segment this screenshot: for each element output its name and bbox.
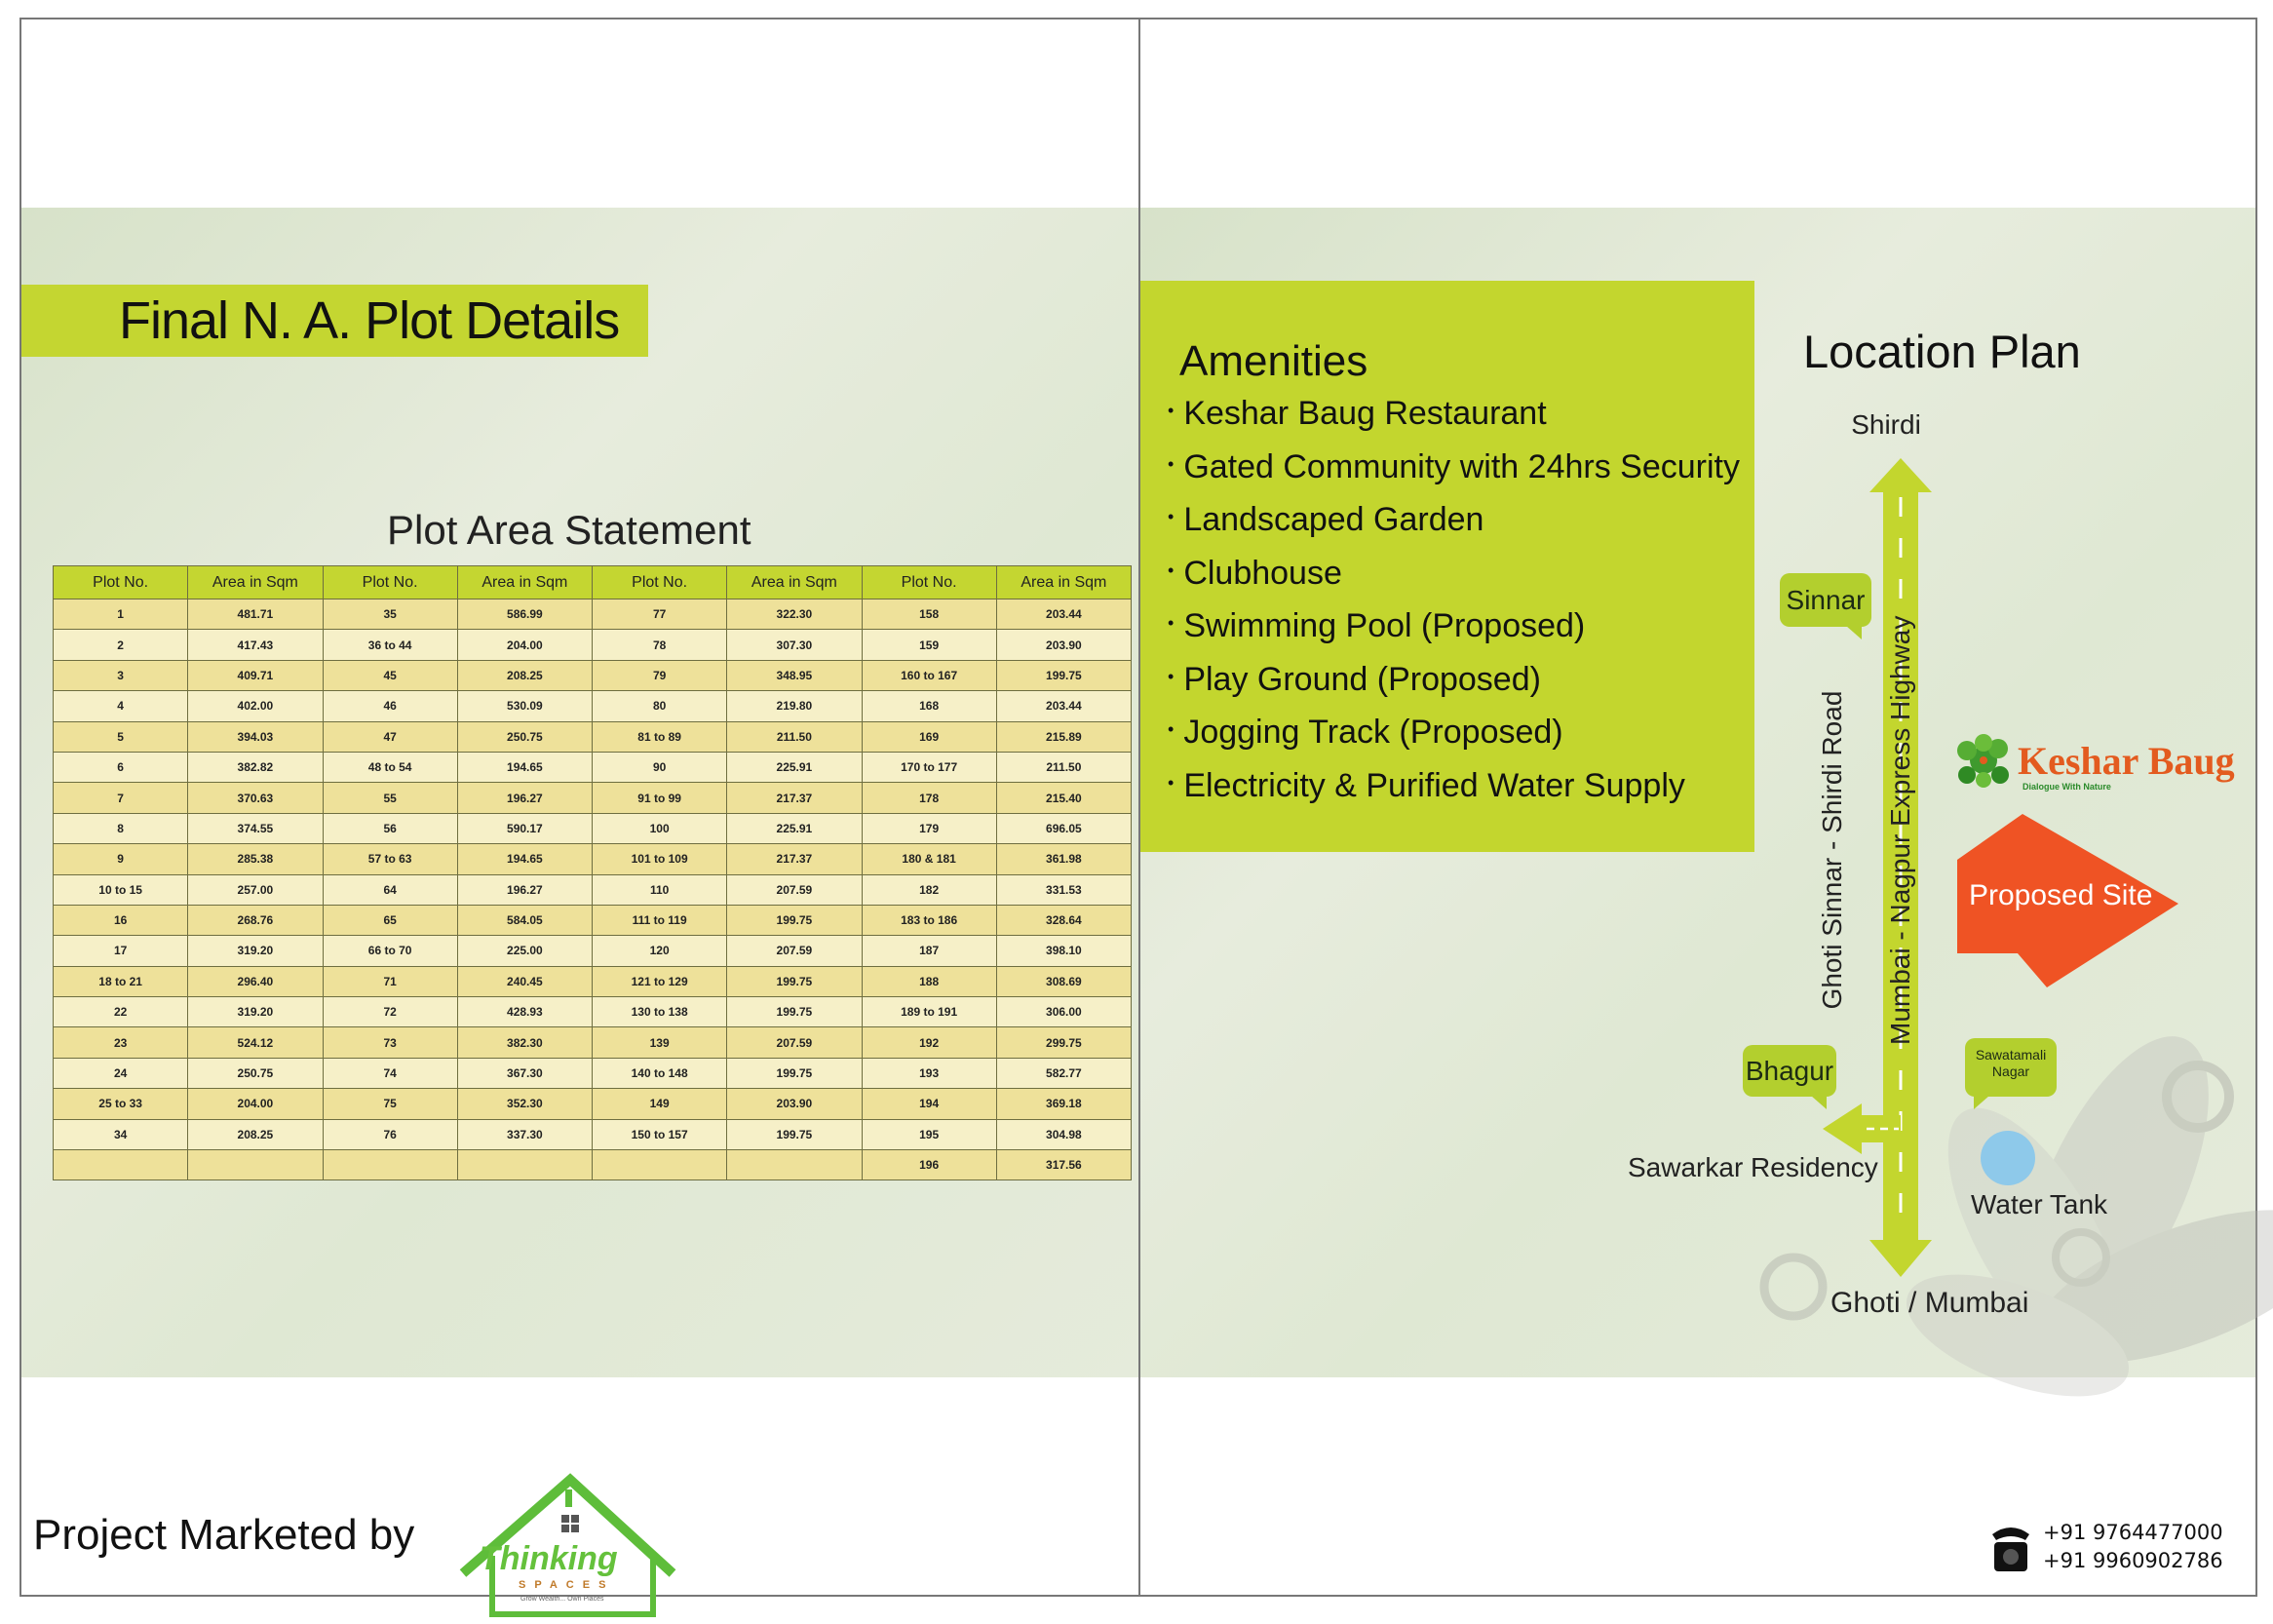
table-row [54,691,1132,721]
plot-number-cell: 101 to 109 [593,844,727,874]
area-cell: 207.59 [727,1027,862,1058]
plot-number-cell: 45 [323,660,457,690]
map-label-south: Ghoti / Mumbai [1830,1287,2029,1319]
plot-number-cell: 22 [54,997,188,1027]
sawatamali-line-2: Nagar [1991,1063,2030,1079]
map-label-north: Shirdi [1851,409,1921,440]
plot-number-cell: 35 [323,599,457,630]
marketed-by-label: Project Marketed by [33,1511,415,1559]
amenities-panel [1140,281,1754,852]
plot-number-cell: 77 [593,599,727,630]
plot-number-cell: 81 to 89 [593,721,727,752]
plot-number-cell: 4 [54,691,188,721]
plot-number-cell: 189 to 191 [862,997,996,1027]
area-cell: 319.20 [188,997,323,1027]
logo-tagline: Grow Wealth... Own Places [520,1596,604,1603]
bullet-icon: • [1168,507,1175,526]
column-header: Plot No. [862,566,996,599]
area-cell: 524.12 [188,1027,323,1058]
area-cell: 481.71 [188,599,323,630]
area-cell: 257.00 [188,874,323,905]
bullet-icon: • [1168,666,1175,686]
table-row [54,630,1132,660]
plot-number-cell: 130 to 138 [593,997,727,1027]
area-cell: 304.98 [996,1119,1131,1149]
plot-number-cell [323,1150,457,1180]
area-cell [188,1150,323,1180]
map-label-residency: Sawarkar Residency [1628,1152,1878,1182]
right-page [1138,18,2257,1597]
bubble-tail [1974,1096,1989,1109]
map-label-water-tank: Water Tank [1971,1189,2108,1219]
plot-number-cell: 78 [593,630,727,660]
area-cell: 306.00 [996,997,1131,1027]
road-label: Ghoti Sinnar - Shirdi Road [1817,690,1847,1010]
area-cell: 308.69 [996,966,1131,996]
area-cell: 215.89 [996,721,1131,752]
area-cell: 696.05 [996,813,1131,843]
plot-number-cell: 160 to 167 [862,660,996,690]
table-header-row [54,566,1132,599]
bullet-icon: • [1168,560,1175,580]
area-cell: 196.27 [457,874,592,905]
plot-number-cell: 64 [323,874,457,905]
area-cell: 307.30 [727,630,862,660]
plot-number-cell: 188 [862,966,996,996]
bullet-icon: • [1168,772,1175,793]
amenity-item [1168,544,1740,598]
plot-number-cell: 179 [862,813,996,843]
area-cell: 199.75 [727,1058,862,1088]
bullet-icon: • [1168,613,1175,633]
plot-number-cell: 36 to 44 [323,630,457,660]
table-row [54,1058,1132,1088]
table-row [54,813,1132,843]
area-cell: 203.90 [996,630,1131,660]
area-cell: 285.38 [188,844,323,874]
amenities-list [1168,384,1740,809]
amenity-label: Jogging Track (Proposed) [1183,714,1563,751]
area-cell: 367.30 [457,1058,592,1088]
area-cell: 207.59 [727,936,862,966]
plot-number-cell [54,1150,188,1180]
phone-number-2: +91 9960902786 [2043,1549,2223,1572]
table-row [54,752,1132,782]
area-cell: 417.43 [188,630,323,660]
plot-number-cell: 8 [54,813,188,843]
area-cell: 250.75 [457,721,592,752]
area-cell: 199.75 [727,1119,862,1149]
area-cell: 586.99 [457,599,592,630]
area-cell [727,1150,862,1180]
area-cell: 217.37 [727,783,862,813]
bullet-icon: • [1168,453,1175,474]
area-cell: 370.63 [188,783,323,813]
amenity-label: Keshar Baug Restaurant [1183,395,1547,432]
area-cell: 199.75 [727,966,862,996]
area-cell: 296.40 [188,966,323,996]
plot-number-cell: 79 [593,660,727,690]
logo-subword: SPACES [519,1579,615,1591]
plot-number-cell: 24 [54,1058,188,1088]
area-cell: 382.82 [188,752,323,782]
area-cell: 530.09 [457,691,592,721]
area-cell: 203.44 [996,599,1131,630]
plot-area-table [53,565,1132,1180]
area-cell: 250.75 [188,1058,323,1088]
area-cell: 204.00 [188,1089,323,1119]
bubble-tail [1811,1096,1827,1109]
amenity-item [1168,650,1740,704]
plot-number-cell: 73 [323,1027,457,1058]
area-cell: 207.59 [727,874,862,905]
plot-number-cell: 23 [54,1027,188,1058]
area-cell: 211.50 [727,721,862,752]
area-cell: 199.75 [727,905,862,935]
plot-number-cell: 180 & 181 [862,844,996,874]
plot-number-cell: 168 [862,691,996,721]
page-title: Final N. A. Plot Details [119,291,620,350]
amenity-item [1168,438,1740,491]
plot-number-cell: 182 [862,874,996,905]
area-cell: 369.18 [996,1089,1131,1119]
phone-icon [1988,1519,2033,1573]
plot-number-cell: 110 [593,874,727,905]
area-cell: 194.65 [457,752,592,782]
amenity-item [1168,703,1740,756]
amenities-title: Amenities [1179,337,1368,385]
plot-number-cell: 195 [862,1119,996,1149]
table-row [54,1089,1132,1119]
plot-number-cell: 48 to 54 [323,752,457,782]
area-cell: 409.71 [188,660,323,690]
map-label-proposed-site: Proposed Site [1969,879,2153,911]
area-cell: 590.17 [457,813,592,843]
table-row [54,874,1132,905]
highway-label: Mumbai - Nagpur Express Highway [1885,615,1915,1045]
area-cell: 428.93 [457,997,592,1027]
table-row [54,660,1132,690]
left-page [19,18,1140,1603]
area-cell [457,1150,592,1180]
bubble-sawatamali [1965,1038,2057,1097]
area-cell: 382.30 [457,1027,592,1058]
plot-number-cell: 1 [54,599,188,630]
area-cell: 225.91 [727,813,862,843]
area-cell: 337.30 [457,1119,592,1149]
area-cell: 352.30 [457,1089,592,1119]
amenity-item [1168,756,1740,810]
table-row [54,905,1132,935]
plot-number-cell: 100 [593,813,727,843]
plot-number-cell: 46 [323,691,457,721]
logo-wordmark: Thinking [480,1540,618,1577]
plot-number-cell: 2 [54,630,188,660]
area-cell: 215.40 [996,783,1131,813]
column-header: Area in Sqm [188,566,323,599]
plot-number-cell: 66 to 70 [323,936,457,966]
column-header: Plot No. [593,566,727,599]
plot-number-cell: 71 [323,966,457,996]
plot-number-cell: 159 [862,630,996,660]
table-title: Plot Area Statement [387,507,751,553]
table-row [54,936,1132,966]
area-cell: 204.00 [457,630,592,660]
plot-number-cell: 170 to 177 [862,752,996,782]
plot-number-cell: 56 [323,813,457,843]
plot-number-cell: 111 to 119 [593,905,727,935]
location-plan-title: Location Plan [1803,326,2081,377]
water-tank-icon [1981,1131,2035,1185]
table-row [54,1119,1132,1149]
plot-number-cell: 76 [323,1119,457,1149]
amenity-label: Play Ground (Proposed) [1183,660,1541,698]
column-header: Area in Sqm [727,566,862,599]
plot-number-cell: 6 [54,752,188,782]
area-cell: 208.25 [188,1119,323,1149]
column-header: Plot No. [54,566,188,599]
plot-number-cell: 16 [54,905,188,935]
area-cell: 211.50 [996,752,1131,782]
area-cell: 317.56 [996,1150,1131,1180]
leaf-logo-icon [1957,734,2009,788]
plot-number-cell: 75 [323,1089,457,1119]
plot-number-cell: 74 [323,1058,457,1088]
amenity-label: Landscaped Garden [1183,501,1484,538]
plot-number-cell: 183 to 186 [862,905,996,935]
column-header: Area in Sqm [996,566,1131,599]
title-banner [21,285,648,357]
amenity-label: Clubhouse [1183,554,1342,592]
amenity-label: Electricity & Purified Water Supply [1183,766,1685,804]
plot-number-cell: 5 [54,721,188,752]
area-cell: 398.10 [996,936,1131,966]
amenity-item [1168,490,1740,544]
plot-number-cell: 91 to 99 [593,783,727,813]
amenity-label: Swimming Pool (Proposed) [1183,607,1586,644]
phone-number-1: +91 9764477000 [2043,1521,2223,1544]
plot-number-cell: 57 to 63 [323,844,457,874]
table-row [54,599,1132,630]
area-cell: 319.20 [188,936,323,966]
area-cell: 268.76 [188,905,323,935]
plot-number-cell: 10 to 15 [54,874,188,905]
plot-number-cell: 178 [862,783,996,813]
plot-number-cell [593,1150,727,1180]
area-cell: 328.64 [996,905,1131,935]
area-cell: 361.98 [996,844,1131,874]
area-cell: 348.95 [727,660,862,690]
area-cell: 331.53 [996,874,1131,905]
area-cell: 203.90 [727,1089,862,1119]
area-cell: 219.80 [727,691,862,721]
plot-number-cell: 80 [593,691,727,721]
area-cell: 582.77 [996,1058,1131,1088]
plot-number-cell: 9 [54,844,188,874]
plot-number-cell: 193 [862,1058,996,1088]
area-cell: 322.30 [727,599,862,630]
plot-number-cell: 25 to 33 [54,1089,188,1119]
bubble-tail [1846,626,1862,639]
area-cell: 240.45 [457,966,592,996]
plot-number-cell: 139 [593,1027,727,1058]
plot-number-cell: 120 [593,936,727,966]
plot-number-cell: 192 [862,1027,996,1058]
area-cell: 203.44 [996,691,1131,721]
plot-number-cell: 158 [862,599,996,630]
area-cell: 194.65 [457,844,592,874]
plot-number-cell: 169 [862,721,996,752]
table-row [54,997,1132,1027]
plot-number-cell: 17 [54,936,188,966]
sawatamali-line-1: Sawatamali [1975,1047,2047,1063]
brand-tagline: Dialogue With Nature [2023,782,2111,792]
plot-number-cell: 140 to 148 [593,1058,727,1088]
area-cell: 196.27 [457,783,592,813]
table-row [54,844,1132,874]
area-cell: 225.91 [727,752,862,782]
table-row [54,721,1132,752]
plot-number-cell: 65 [323,905,457,935]
area-cell: 199.75 [727,997,862,1027]
plot-number-cell: 150 to 157 [593,1119,727,1149]
column-header: Area in Sqm [457,566,592,599]
amenity-item [1168,384,1740,438]
bubble-bhagur: Bhagur [1743,1045,1836,1097]
bullet-icon: • [1168,719,1175,739]
area-cell: 299.75 [996,1027,1131,1058]
plot-number-cell: 3 [54,660,188,690]
area-cell: 225.00 [457,936,592,966]
amenity-label: Gated Community with 24hrs Security [1183,447,1740,485]
plot-number-cell: 47 [323,721,457,752]
table-row [54,783,1132,813]
amenity-item [1168,597,1740,650]
plot-number-cell: 149 [593,1089,727,1119]
table-row [54,1150,1132,1180]
plot-number-cell: 194 [862,1089,996,1119]
plot-number-cell: 7 [54,783,188,813]
plot-number-cell: 18 to 21 [54,966,188,996]
column-header: Plot No. [323,566,457,599]
plot-number-cell: 121 to 129 [593,966,727,996]
plot-number-cell: 55 [323,783,457,813]
area-cell: 199.75 [996,660,1131,690]
area-cell: 374.55 [188,813,323,843]
plot-number-cell: 196 [862,1150,996,1180]
brand-name: Keshar Baug [2018,739,2235,783]
plot-number-cell: 34 [54,1119,188,1149]
area-cell: 584.05 [457,905,592,935]
area-cell: 402.00 [188,691,323,721]
plot-number-cell: 90 [593,752,727,782]
table-row [54,966,1132,996]
area-cell: 208.25 [457,660,592,690]
table-body [54,599,1132,1180]
bullet-icon: • [1168,401,1175,420]
area-cell: 217.37 [727,844,862,874]
table-row [54,1027,1132,1058]
plot-number-cell: 72 [323,997,457,1027]
bubble-sinnar: Sinnar [1780,573,1871,627]
area-cell: 394.03 [188,721,323,752]
plot-number-cell: 187 [862,936,996,966]
